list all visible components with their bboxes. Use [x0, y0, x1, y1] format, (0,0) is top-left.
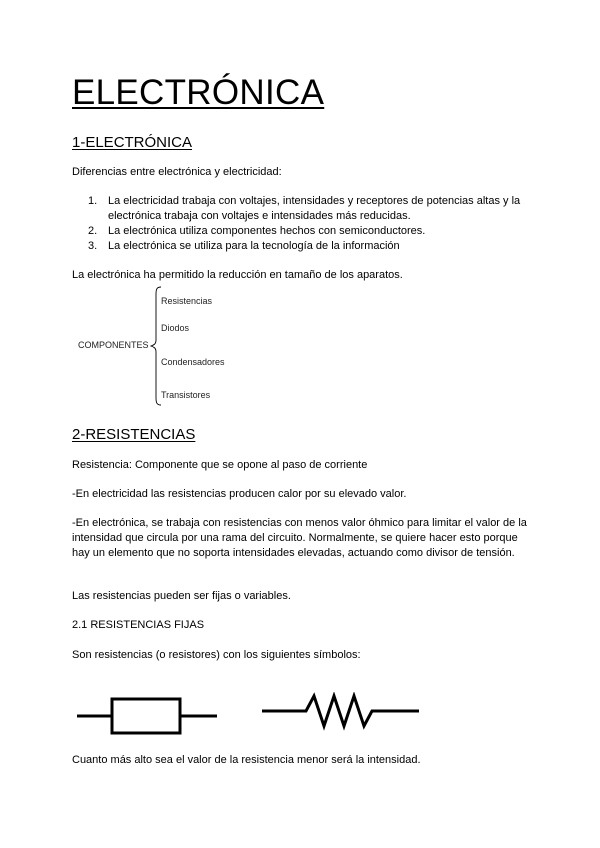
differences-intro: Diferencias entre electrónica y electricidad: [72, 166, 282, 178]
subheading-fixed-resistors: 2.1 RESISTENCIAS FIJAS [72, 619, 205, 631]
list-item-number: 2. [88, 225, 98, 237]
differences-list [88, 194, 538, 254]
list-item [88, 194, 538, 224]
page-title: ELECTRÓNICA [72, 73, 325, 112]
conclusion-text: Cuanto más alto sea el valor de la resistencia menor será la intensidad. [72, 754, 421, 766]
component-transistores: Transistores [161, 390, 211, 400]
component-condensadores: Condensadores [161, 357, 225, 367]
list-item [88, 239, 538, 254]
list-item-number: 3. [88, 240, 98, 252]
resistor-zigzag-symbol-icon [262, 692, 420, 732]
component-diodos: Diodos [161, 323, 190, 333]
electronics-paragraph: -En electrónica, se trabaja con resistencias con menos valor óhmico para limitar el valor de la intensidad que circula por una rama del circuito. Normalmente, se quiere hacer esto porque hay un elemento que no soporta intensidades elevadas, actuando como divisor de tensión. [72, 517, 527, 559]
resistance-definition: Resistencia: Componente que se opone al paso de corriente [72, 459, 368, 471]
reduction-text: La electrónica ha permitido la reducción en tamaño de los aparatos. [72, 269, 403, 281]
resistor-box-symbol-icon [76, 694, 218, 738]
electricity-paragraph: -En electricidad las resistencias producen calor por su elevado valor. [72, 488, 407, 500]
component-resistencias: Resistencias [161, 296, 213, 306]
list-item-number: 1. [88, 195, 98, 207]
symbols-intro: Son resistencias (o resistores) con los siguientes símbolos: [72, 649, 361, 661]
list-item-text: La electricidad trabaja con voltajes, intensidades y receptores de potencias altas y la electrónica trabaja con voltajes e intensidades más reducidas. [108, 195, 521, 222]
list-item-text: La electrónica se utiliza para la tecnología de la información [108, 240, 400, 252]
list-item [88, 224, 538, 239]
section-heading-electronica: 1-ELECTRÓNICA [72, 134, 193, 151]
types-text: Las resistencias pueden ser fijas o variables. [72, 590, 291, 602]
section-heading-resistencias: 2-RESISTENCIAS [72, 426, 196, 443]
list-item-text: La electrónica utiliza componentes hechos con semiconductores. [108, 225, 426, 237]
components-label: COMPONENTES [78, 340, 149, 350]
